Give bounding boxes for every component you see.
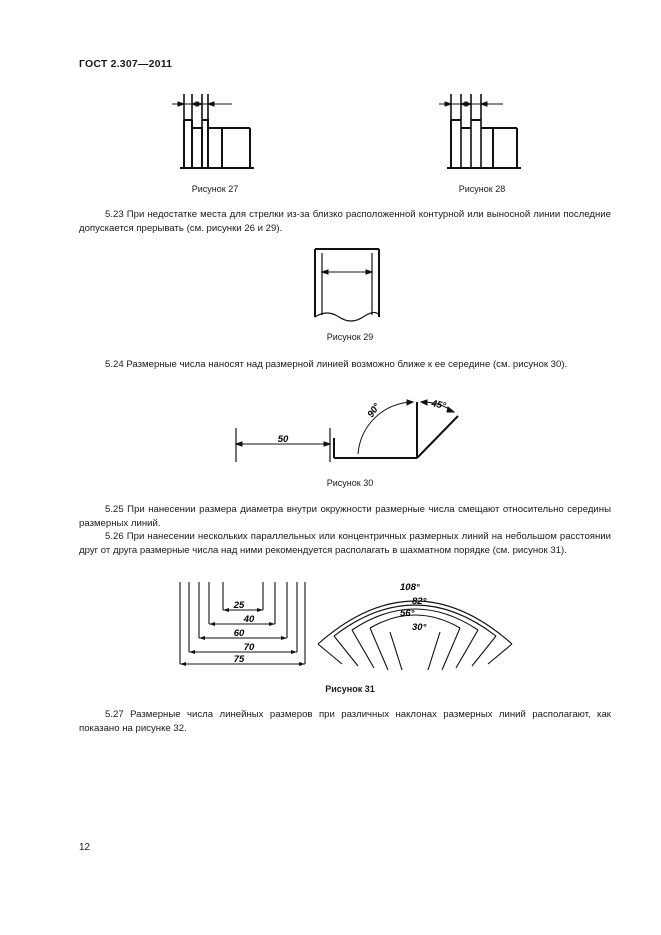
figure-31-label-30: 30°	[412, 622, 427, 633]
figure-31-label-40: 40	[243, 614, 255, 625]
paragraph-5-26: 5.26 При нанесении нескольких параллельных или концентричных размерных линий на небольшом расстоянии друг от друга размерные числа над ними рекомендуется располагать в шахматном порядке (см. рисунок 31).	[79, 531, 611, 556]
figure-30-angle-label-2: 45°	[430, 398, 447, 412]
figure-31-label-70: 70	[243, 642, 255, 653]
figure-27-drawing	[170, 92, 260, 172]
figure-28-drawing	[437, 92, 527, 172]
page-number: 12	[79, 842, 91, 853]
figure-31-angular-drawing	[312, 578, 522, 672]
figure-30-linear-label: 50	[277, 434, 289, 445]
figure-30-caption: Рисунок 30	[326, 478, 374, 488]
figure-31-label-56: 56°	[400, 608, 415, 619]
paragraph-5-27: 5.27 Размерные числа линейных размеров при различных наклонах размерных линий располагают, как показано на рисунке 32.	[79, 709, 611, 734]
figure-30-angle-label-1: 90°	[365, 401, 383, 420]
figure-29-drawing	[313, 245, 385, 323]
figure-31-label-25: 25	[233, 600, 245, 611]
figure-28-caption: Рисунок 28	[458, 184, 506, 194]
figure-29-caption: Рисунок 29	[326, 332, 374, 342]
figure-31-label-82: 82°	[412, 596, 427, 607]
paragraph-5-25: 5.25 При нанесении размера диаметра внутри окружности размерные числа смещают относительно середины размерных линий.	[79, 504, 611, 529]
figure-31-label-108: 108°	[400, 582, 420, 593]
figure-31-label-75: 75	[233, 654, 245, 665]
figure-31-caption: Рисунок 31	[325, 684, 375, 694]
figure-31-label-60: 60	[233, 628, 245, 639]
figure-30-drawing	[232, 392, 462, 472]
figure-27-caption: Рисунок 27	[191, 184, 239, 194]
paragraph-5-23: 5.23 При недостатке места для стрелки из-за близко расположенной контурной или выносной линии последние допускается прерывать (см. рисунки 26 и 29).	[79, 209, 611, 234]
figure-31-linear-drawing	[175, 580, 310, 666]
document-header: ГОСТ 2.307—2011	[79, 58, 173, 70]
paragraph-5-24: 5.24 Размерные числа наносят над размерной линией возможно ближе к ее середине (см. рисунок 30).	[105, 359, 568, 370]
